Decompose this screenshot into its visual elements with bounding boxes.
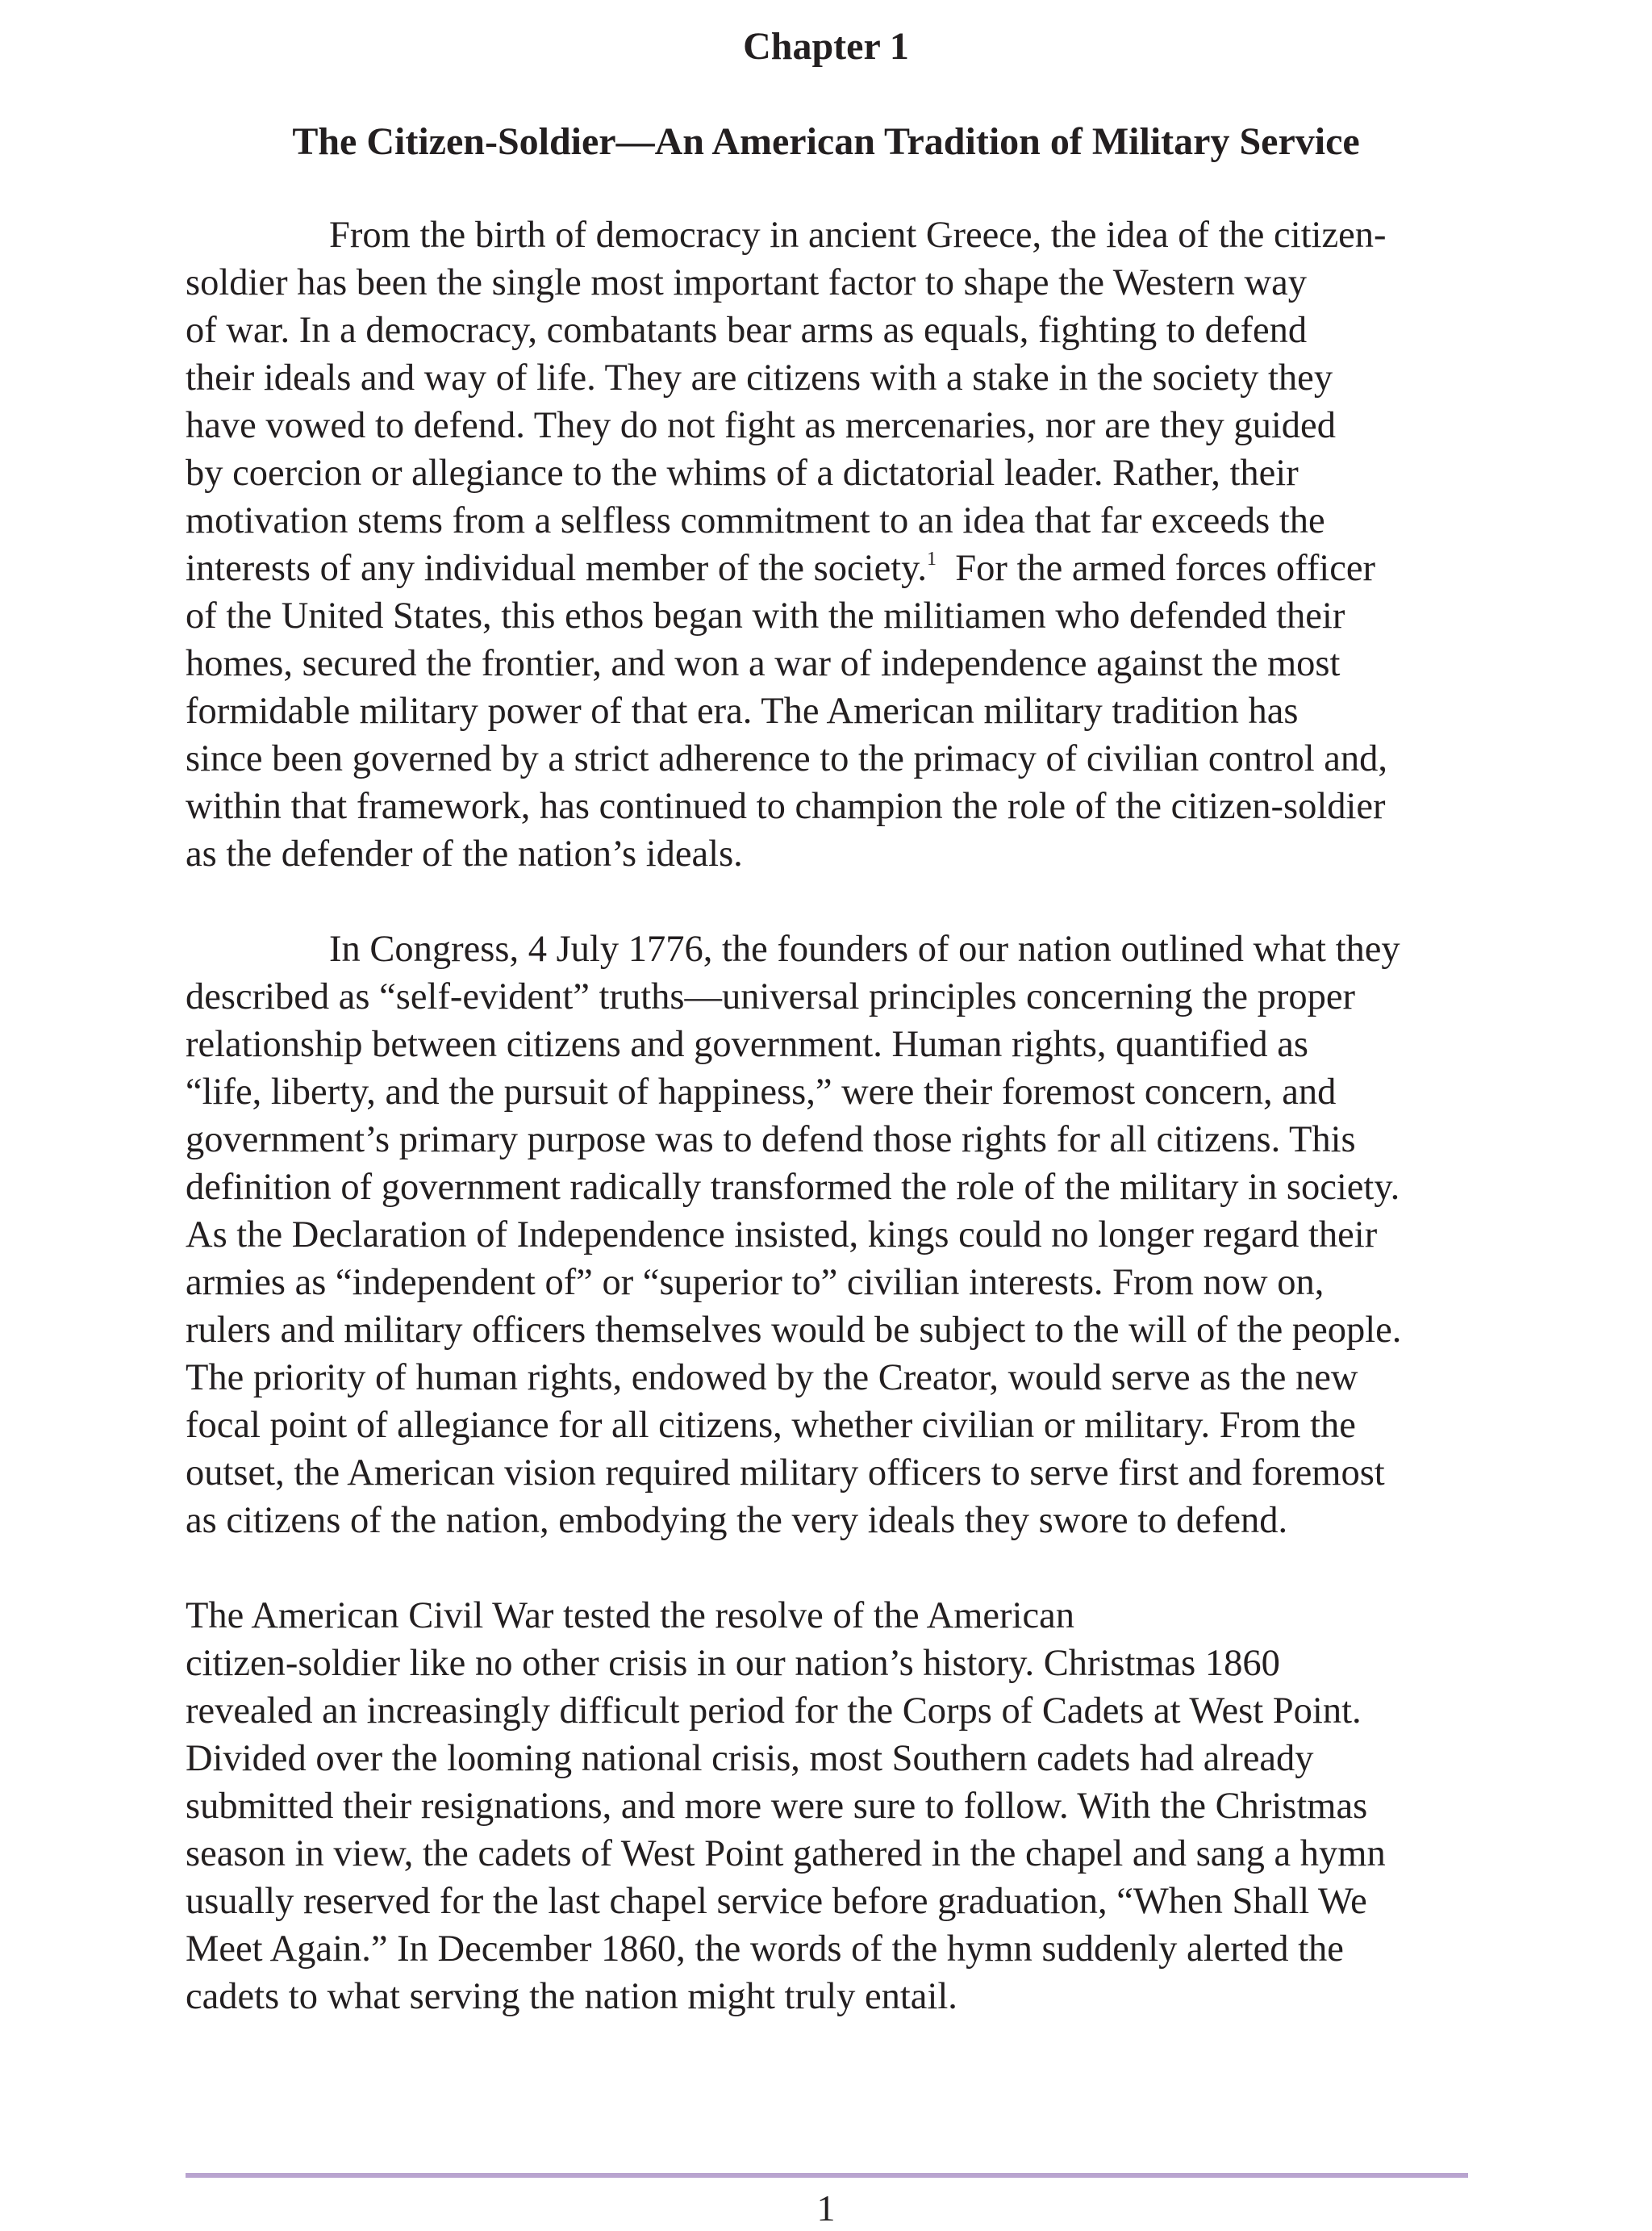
text-line: formidable military power of that era. The American military tradition has: [186, 691, 1299, 732]
text-line: of the United States, this ethos began with the militiamen who defended their: [186, 595, 1345, 637]
text-segment: For the armed forces officer: [955, 548, 1375, 589]
text-line: definition of government radically transformed the role of the military in society.: [186, 1167, 1400, 1208]
text-line: as citizens of the nation, embodying the very ideals they swore to defend.: [186, 1500, 1288, 1541]
text-line: focal point of allegiance for all citizens, whether civilian or military. From the: [186, 1405, 1356, 1446]
text-line-with-footnote: [186, 545, 1476, 592]
text-line: From the birth of democracy in ancient Greece, the idea of the citizen-: [329, 215, 1387, 256]
text-line: relationship between citizens and government. Human rights, quantified as: [186, 1024, 1309, 1065]
text-line: The American Civil War tested the resolve of the American: [186, 1595, 1074, 1636]
text-line: as the defender of the nation’s ideals.: [186, 833, 743, 875]
text-line: The priority of human rights, endowed by the Creator, would serve as the new: [186, 1357, 1358, 1398]
text-line: by coercion or allegiance to the whims of a dictatorial leader. Rather, their: [186, 453, 1299, 494]
footnote-marker[interactable]: 1: [927, 549, 937, 570]
text-line: armies as “independent of” or “superior to” civilian interests. From now on,: [186, 1262, 1325, 1303]
paragraph-3: [186, 1592, 1476, 2020]
text-line: described as “self-evident” truths—universal principles concerning the proper: [186, 976, 1356, 1017]
text-line: cadets to what serving the nation might truly entail.: [186, 1976, 957, 2017]
text-line: outset, the American vision required military officers to serve first and foremost: [186, 1452, 1385, 1494]
text-line: “life, liberty, and the pursuit of happiness,” were their foremost concern, and: [186, 1072, 1337, 1113]
text-segment: interests of any individual member of the society.: [186, 548, 927, 589]
text-line: within that framework, has continued to champion the role of the citizen-soldier: [186, 786, 1386, 827]
text-line: citizen-soldier like no other crisis in our nation’s history. Christmas 1860: [186, 1643, 1280, 1684]
text-line: season in view, the cadets of West Point gathered in the chapel and sang a hymn: [186, 1833, 1386, 1874]
text-line: In Congress, 4 July 1776, the founders of our nation outlined what they: [329, 929, 1400, 970]
page-number: 1: [816, 2187, 836, 2229]
text-line: rulers and military officers themselves would be subject to the will of the people.: [186, 1310, 1402, 1351]
text-line: revealed an increasingly difficult period for the Corps of Cadets at West Point.: [186, 1690, 1362, 1732]
text-line: since been governed by a strict adherence to the primacy of civilian control and,: [186, 738, 1387, 779]
body-text: [186, 211, 1476, 2068]
text-line: submitted their resignations, and more were sure to follow. With the Christmas: [186, 1786, 1368, 1827]
text-line: usually reserved for the last chapel service before graduation, “When Shall We: [186, 1881, 1367, 1922]
text-line: of war. In a democracy, combatants bear arms as equals, fighting to defend: [186, 310, 1308, 351]
text-line: their ideals and way of life. They are citizens with a stake in the society they: [186, 357, 1333, 399]
text-line: As the Declaration of Independence insisted, kings could no longer regard their: [186, 1214, 1378, 1255]
text-line: Meet Again.” In December 1860, the words of the hymn suddenly alerted the: [186, 1928, 1344, 1970]
footer-rule: [186, 2173, 1468, 2178]
chapter-label: Chapter 1: [743, 25, 909, 68]
paragraph-1: [186, 211, 1476, 878]
text-line: Divided over the looming national crisis, most Southern cadets had already: [186, 1738, 1314, 1779]
text-line: soldier has been the single most important factor to shape the Western way: [186, 262, 1308, 303]
paragraph-2: [186, 925, 1476, 1544]
text-line: have vowed to defend. They do not fight as mercenaries, nor are they guided: [186, 405, 1336, 446]
text-line: government’s primary purpose was to defend those rights for all citizens. This: [186, 1119, 1356, 1160]
chapter-title: The Citizen-Soldier—An American Tradition of Military Service: [292, 120, 1360, 163]
text-line: homes, secured the frontier, and won a war of independence against the most: [186, 643, 1341, 684]
text-line: motivation stems from a selfless commitment to an idea that far exceeds the: [186, 500, 1325, 541]
